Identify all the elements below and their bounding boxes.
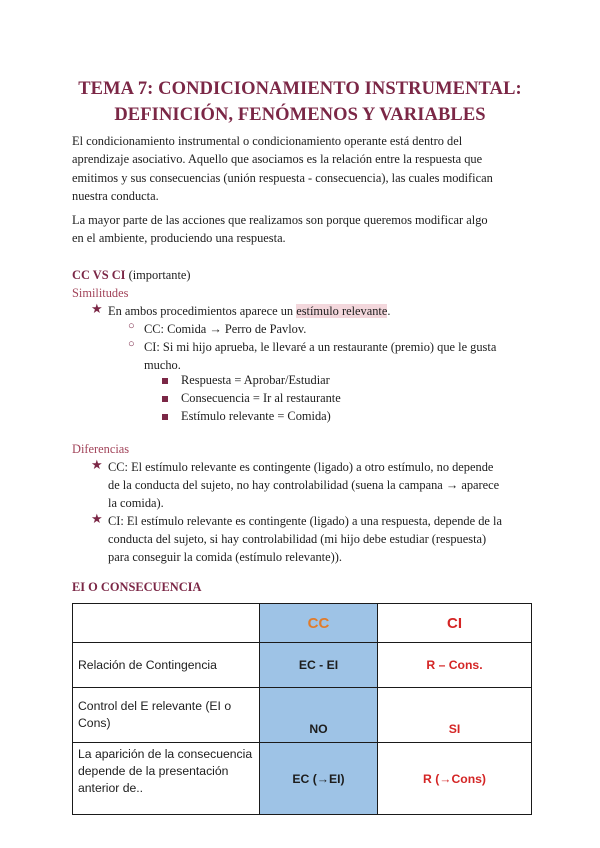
text-line: mucho. — [144, 358, 181, 373]
text-line: emitimos y sus consecuencias (unión respuesta - consecuencia), las cuales modifican — [72, 170, 493, 185]
table-cell — [73, 604, 260, 643]
section-heading-cc-vs-ci — [72, 266, 191, 284]
square-bullet-icon — [162, 396, 168, 402]
star-bullet-icon: ★ — [91, 457, 103, 472]
text-line: para conseguir la comida (estímulo relevante)). — [108, 550, 342, 565]
text-line: CI: Si mi hijo aprueba, le llevaré a un restaurante (premio) que le gusta — [144, 340, 497, 354]
comparison-table — [72, 603, 532, 815]
table-cell — [378, 688, 532, 743]
list-subsubitem: Respuesta = Aprobar/Estudiar — [181, 373, 330, 387]
text-line: nuestra conducta. — [72, 189, 159, 204]
header-label: CC — [307, 614, 330, 632]
circle-bullet-icon: ○ — [128, 320, 135, 332]
list-subsubitem: Estímulo relevante = Comida) — [181, 409, 331, 423]
list-subsubitem: Consecuencia = Ir al restaurante — [181, 391, 341, 405]
table-cell: R (→Cons) — [378, 743, 532, 815]
highlighted-text: estímulo relevante — [296, 304, 388, 318]
table-cell — [260, 688, 378, 743]
table-header-ci — [378, 604, 532, 643]
table-cell: Relación de Contingencia — [73, 643, 260, 688]
heading-note: (importante) — [128, 268, 191, 282]
intro-paragraph-1 — [72, 132, 532, 206]
title-line-1: TEMA 7: CONDICIONAMIENTO INSTRUMENTAL: — [78, 79, 522, 99]
text-line: CC: El estímulo relevante es contingente (ligado) a otro estímulo, no depende — [108, 460, 494, 474]
subheading-similitudes: Similitudes — [72, 286, 129, 300]
square-bullet-icon — [162, 414, 168, 420]
text-line: CI: El estímulo relevante es contingente (ligado) a una respuesta, depende de la — [108, 514, 502, 528]
text-run: . — [387, 304, 391, 318]
list-subitem-ci — [144, 338, 534, 374]
text-line: La mayor parte de las acciones que realizamos son porque queremos modificar algo — [72, 213, 488, 227]
subheading-diferencias: Diferencias — [72, 442, 130, 456]
cell-text: NO — [309, 722, 328, 736]
list-item-similitud — [108, 302, 391, 320]
table-row — [73, 643, 532, 688]
heading-label: CC VS CI — [72, 268, 126, 282]
section-heading-ei-consecuencia: EI O CONSECUENCIA — [72, 580, 202, 594]
table-cell: EC (→EI) — [260, 743, 378, 815]
text-line: de la conducta del sujeto, no hay controlabilidad (suena la campana → aparece — [108, 478, 500, 493]
table-header-row — [73, 604, 532, 643]
square-bullet-icon — [162, 378, 168, 384]
title-line-2: DEFINICIÓN, FENÓMENOS Y VARIABLES — [114, 105, 486, 125]
header-label: CI — [447, 614, 462, 632]
text-line: El condicionamiento instrumental o condicionamiento operante está dentro del — [72, 134, 463, 148]
table-cell: La aparición de la consecuencia depende de la presentación anterior de.. — [73, 743, 260, 815]
intro-paragraph-2 — [72, 211, 532, 248]
star-bullet-icon: ★ — [91, 301, 103, 316]
text-line: la comida). — [108, 496, 164, 511]
table-row — [73, 688, 532, 743]
table-cell: R – Cons. — [378, 643, 532, 688]
star-bullet-icon: ★ — [91, 511, 103, 526]
text-line: en el ambiente, produciendo una respuesta. — [72, 231, 286, 246]
table-row — [73, 743, 532, 815]
text-line: conducta del sujeto, si hay controlabilidad (mi hijo debe estudiar (respuesta) — [108, 532, 487, 547]
list-subitem-cc: CC: Comida → Perro de Pavlov. — [144, 322, 307, 336]
list-item-diferencia-cc — [108, 458, 538, 513]
text-line: aprendizaje asociativo. Aquello que asociamos es la relación entre la respuesta que — [72, 152, 483, 167]
text-run: En ambos procedimientos aparece un — [108, 304, 297, 318]
list-item-diferencia-ci — [108, 512, 538, 567]
cell-text: SI — [448, 722, 461, 736]
table-header-cc — [260, 604, 378, 643]
circle-bullet-icon: ○ — [128, 338, 135, 350]
table-cell: Control del E relevante (EI o Cons) — [73, 688, 260, 743]
table-cell: EC - EI — [260, 643, 378, 688]
document-title — [60, 76, 540, 128]
